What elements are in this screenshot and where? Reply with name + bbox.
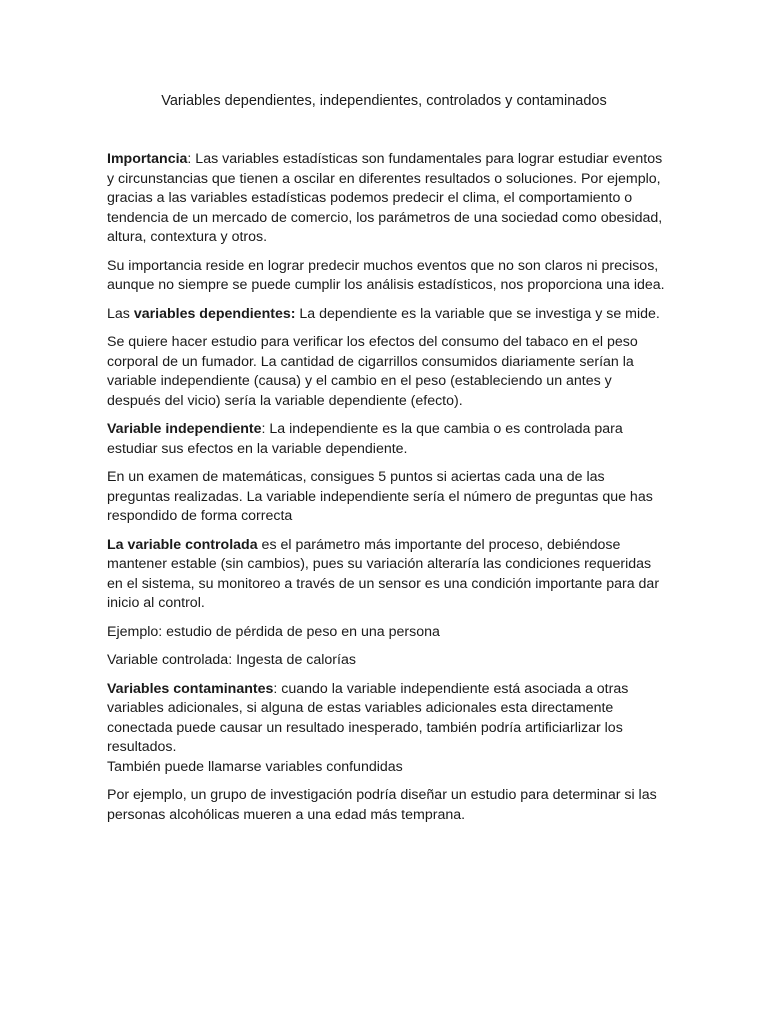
document-body bbox=[107, 150, 667, 834]
paragraph-contaminantes bbox=[107, 680, 667, 758]
paragraph-text: es el parámetro más importante del proceso, debiéndose mantener estable (sin cambios), pues su variación alteraría las condiciones requeridas en el sistema, su monitoreo a través de un sensor es una condición importante para dar inicio al control. bbox=[107, 536, 660, 611]
paragraph-text: : La independiente es la que cambia o es controlada para estudiar sus efectos en la variable dependiente. bbox=[107, 421, 623, 457]
document-title: Variables dependientes, independientes, controlados y contaminados bbox=[161, 93, 607, 109]
paragraph-prefix: Las bbox=[107, 305, 134, 322]
paragraph-ejemplo-peso bbox=[107, 623, 667, 643]
paragraph-confundidas bbox=[107, 758, 667, 778]
paragraph-dependientes bbox=[107, 305, 667, 325]
term-dependientes: variables dependientes: bbox=[133, 305, 296, 322]
paragraph-tabaco-example bbox=[107, 333, 667, 411]
paragraph-importancia-detail bbox=[107, 257, 667, 296]
paragraph-importancia bbox=[107, 150, 667, 248]
paragraph-ingesta bbox=[107, 651, 667, 671]
paragraph-examen-example bbox=[107, 468, 667, 527]
paragraph-text: Se quiere hacer estudio para verificar los efectos del consumo del tabaco en el peso corporal de un fumador. La cantidad de cigarrillos consumidos diariamente serían la variable independiente (causa) y el cambio en el peso (estableciendo un antes y después del vicio) sería la variable dependiente (efecto). bbox=[107, 334, 638, 409]
paragraph-text: También puede llamarse variables confundidas bbox=[107, 758, 403, 775]
term-contaminantes: Variables contaminantes bbox=[107, 680, 274, 697]
paragraph-text: : cuando la variable independiente está asociada a otras variables adicionales, si alguna de estas variables adicionales esta directamente conectada puede causar un resultado inesperado, también podría artificiarlizar los resultados. bbox=[107, 680, 629, 755]
paragraph-text: Su importancia reside en lograr predecir muchos eventos que no son claros ni precisos, aunque no siempre se puede cumplir los análisis estadísticos, nos proporciona una idea. bbox=[107, 257, 665, 293]
paragraph-text: : Las variables estadísticas son fundamentales para lograr estudiar eventos y circunstancias que tienen a oscilar en diferentes resultados o soluciones. Por ejemplo, gracias a las variables estadísticas podemos predecir el clima, el comportamiento o tendencia de un mercado de comercio, los parámetros de una sociedad como obesidad, altura, contextura y otros. bbox=[107, 151, 663, 245]
term-importancia: Importancia bbox=[107, 151, 188, 167]
paragraph-text: Ejemplo: estudio de pérdida de peso en una persona bbox=[107, 623, 440, 640]
term-independiente: Variable independiente bbox=[107, 421, 262, 437]
paragraph-text: Por ejemplo, un grupo de investigación podría diseñar un estudio para determinar si las personas alcohólicas mueren a una edad más temprana. bbox=[107, 787, 657, 823]
term-controlada: La variable controlada bbox=[107, 536, 258, 553]
paragraph-text: La dependiente es la variable que se investiga y se mide. bbox=[295, 305, 660, 322]
paragraph-controlada bbox=[107, 536, 667, 614]
paragraph-text: Variable controlada: Ingesta de calorías bbox=[107, 652, 356, 668]
paragraph-text: En un examen de matemáticas, consigues 5 puntos si aciertas cada una de las preguntas realizadas. La variable independiente sería el número de preguntas que has respondido de forma correcta bbox=[107, 469, 653, 524]
paragraph-alcoholicas-example bbox=[107, 786, 667, 825]
paragraph-independiente bbox=[107, 420, 667, 459]
